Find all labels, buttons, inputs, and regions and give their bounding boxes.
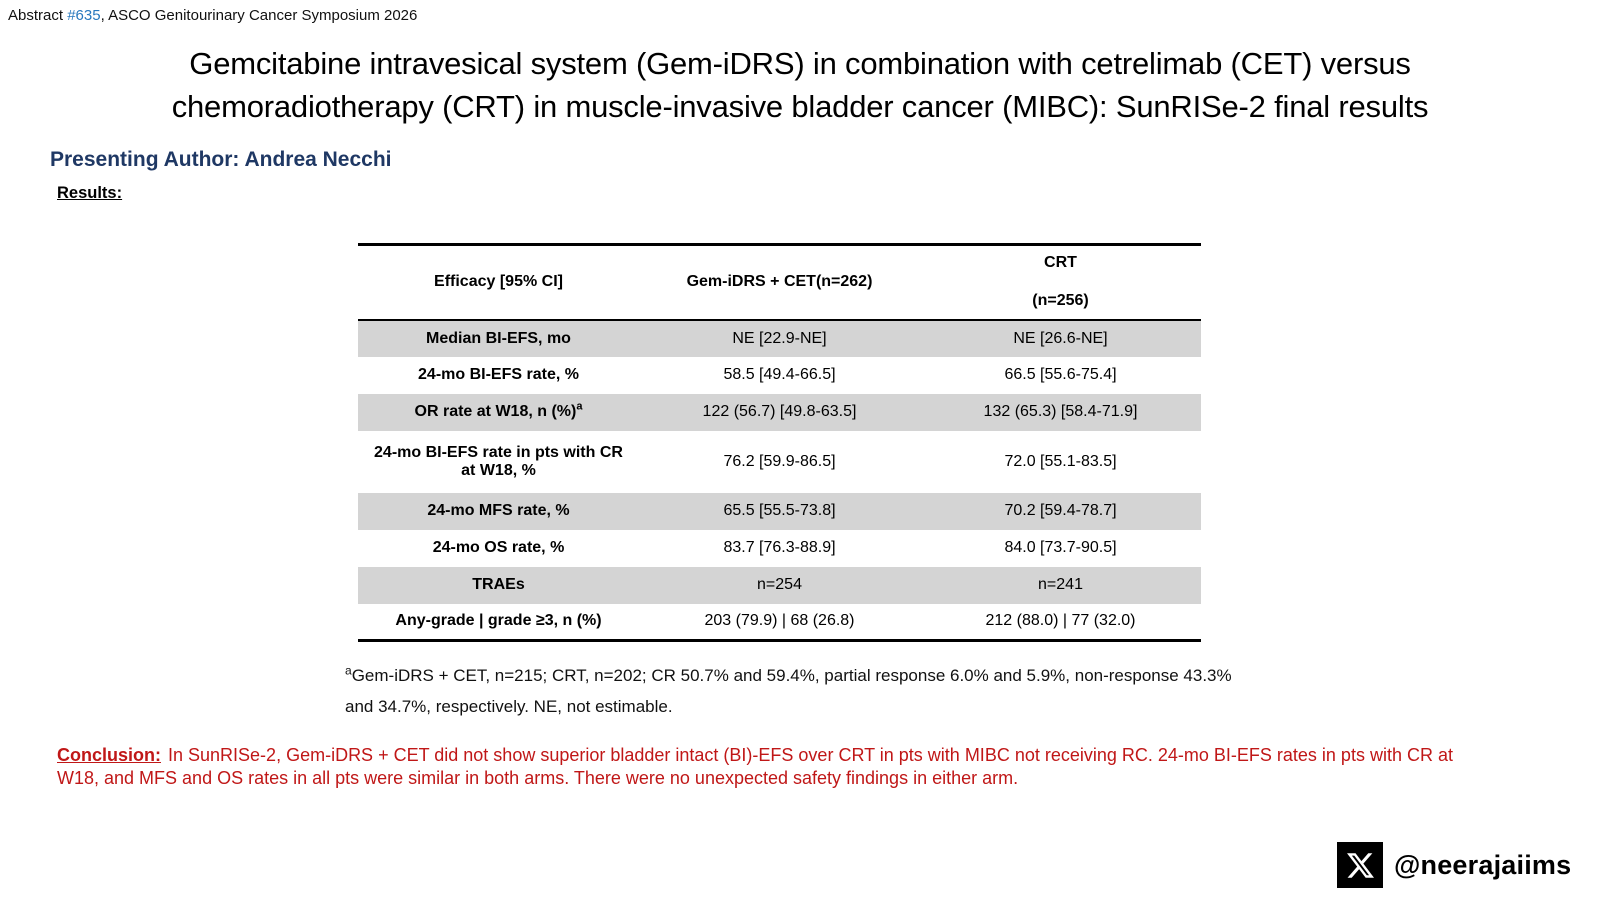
gem-value-cell: 76.2 [59.9-86.5] xyxy=(723,452,836,470)
footnote-marker: a xyxy=(576,400,583,413)
crt-value-cell: 84.0 [73.7-90.5] xyxy=(1004,539,1117,556)
abstract-header xyxy=(8,6,417,26)
conclusion-text: In SunRISe-2, Gem-iDRS + CET did not show superior bladder intact (BI)-EFS over CRT in pts with MIBC not receiving RC. 24-mo BI-EFS rates in pts with CR at W18, and MFS and OS rates in all pts were similar in both arms. There were no unexpected safety findings in either arm. xyxy=(57,745,1453,788)
footnote-marker: a xyxy=(345,663,352,678)
title-line-1: Gemcitabine intravesical system (Gem-iDRS) in combination with cetrelimab (CET) versus xyxy=(189,46,1411,81)
abstract-suffix: , ASCO Genitourinary Cancer Symposium 2026 xyxy=(100,7,418,24)
row-label-cell: 24-mo MFS rate, % xyxy=(427,502,570,519)
crt-value-cell: n=241 xyxy=(1038,576,1083,593)
x-logo-icon xyxy=(1337,842,1383,888)
abstract-number-link[interactable]: #635 xyxy=(67,7,101,24)
gem-value-cell: NE [22.9-NE] xyxy=(732,329,827,347)
row-label-cell: 24-mo OS rate, % xyxy=(432,539,565,556)
gem-value-cell: 58.5 [49.4-66.5] xyxy=(723,366,836,383)
table-row xyxy=(358,530,1201,567)
table-header-row xyxy=(358,245,1201,320)
table-footnote xyxy=(345,660,1245,722)
col-header-efficacy: Efficacy [95% CI] xyxy=(434,273,563,291)
crt-value-cell: NE [26.6-NE] xyxy=(1013,329,1108,347)
row-label-cell: TRAEs xyxy=(472,576,525,593)
col-header-crt xyxy=(920,245,1201,320)
table-row xyxy=(358,357,1201,394)
abstract-prefix: Abstract xyxy=(8,7,68,24)
row-label-cell: 24-mo BI-EFS rate in pts with CR at W18, % xyxy=(374,443,623,479)
table-row xyxy=(358,493,1201,530)
conclusion-block xyxy=(57,744,1457,789)
col-header-crt-n: (n=256) xyxy=(1032,292,1089,310)
row-label-cell: OR rate at W18, n (%)$^a$ xyxy=(414,400,583,420)
efficacy-table xyxy=(358,243,1201,642)
table-row xyxy=(358,394,1201,431)
row-label-cell: Median BI-EFS, mo xyxy=(426,329,571,347)
col-header-gem-idrs-cet: Gem-iDRS + CET(n=262) xyxy=(686,273,873,291)
page-title xyxy=(40,42,1560,128)
crt-value-cell: 70.2 [59.4-78.7] xyxy=(1004,502,1117,519)
footnote-text: Gem-iDRS + CET, n=215; CRT, n=202; CR 50.7% and 59.4%, partial response 6.0% and 5.9%, non-response 43.3% and 34.7%, respectively. NE, not estimable. xyxy=(345,666,1232,716)
table-row xyxy=(358,604,1201,641)
gem-value-cell: n=254 xyxy=(757,576,802,593)
twitter-handle: @neerajaiims xyxy=(1394,849,1572,880)
col-header-crt-label: CRT xyxy=(1044,254,1077,272)
gem-value-cell: 65.5 [55.5-73.8] xyxy=(723,502,836,519)
conclusion-label: Conclusion: xyxy=(57,745,161,765)
gem-value-cell: 122 (56.7) [49.8-63.5] xyxy=(702,403,857,420)
table-row xyxy=(358,320,1201,357)
row-label-cell: Any-grade | grade ≥3, n (%) xyxy=(395,612,602,630)
social-footer xyxy=(1337,842,1571,888)
crt-value-cell: 132 (65.3) [58.4-71.9] xyxy=(983,403,1138,420)
table-row xyxy=(358,431,1201,493)
presenting-author: Presenting Author: Andrea Necchi xyxy=(50,148,392,171)
results-heading: Results: xyxy=(57,184,123,202)
crt-value-cell: 212 (88.0) | 77 (32.0) xyxy=(985,612,1136,630)
gem-value-cell: 83.7 [76.3-88.9] xyxy=(723,539,836,556)
title-line-2: chemoradiotherapy (CRT) in muscle-invasive bladder cancer (MIBC): SunRISe-2 final results xyxy=(171,89,1429,124)
gem-value-cell: 203 (79.9) | 68 (26.8) xyxy=(704,612,855,630)
crt-value-cell: 66.5 [55.6-75.4] xyxy=(1004,366,1117,383)
crt-value-cell: 72.0 [55.1-83.5] xyxy=(1004,452,1117,470)
row-label-cell: 24-mo BI-EFS rate, % xyxy=(418,366,579,383)
table-row xyxy=(358,567,1201,604)
